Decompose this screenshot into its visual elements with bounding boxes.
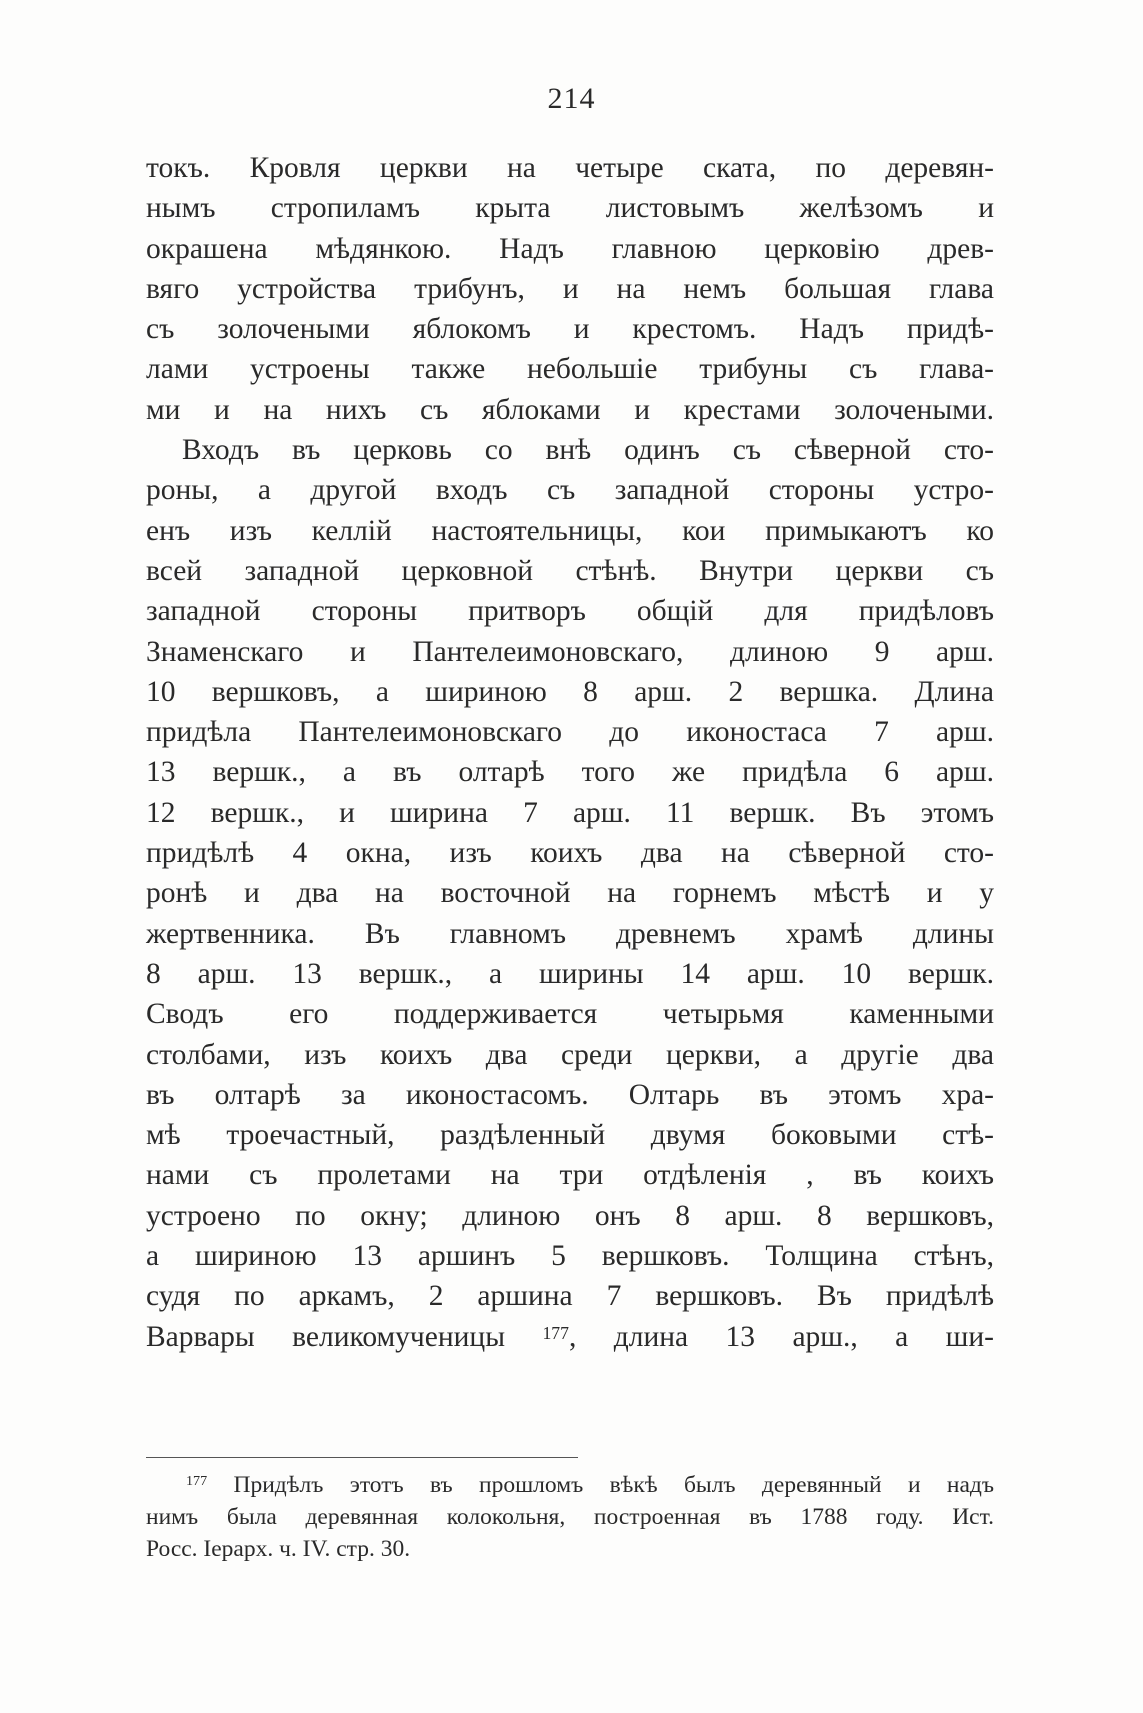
text-line: енъ изъ келлій настоятельницы, кои примыкаютъ ко bbox=[146, 514, 994, 547]
text-line: столбами, изъ коихъ два среди церкви, а другіе два bbox=[146, 1038, 994, 1071]
text-line: придѣла Пантелеимоновскаго до иконостаса 7 арш. bbox=[146, 716, 994, 749]
text-line: нами съ пролетами на три отдѣленія , въ коихъ bbox=[146, 1159, 994, 1192]
footnote-line: Росс. Іерарх. ч. IV. стр. 30. bbox=[146, 1536, 411, 1562]
text-line: лами устроены также небольшіе трибуны съ глава- bbox=[146, 353, 994, 386]
text-line: западной стороны притворъ общій для придѣловъ bbox=[146, 595, 994, 628]
text-line: Знаменскаго и Пантелеимоновскаго, длиною 9 арш. bbox=[146, 635, 994, 668]
text-line: ронѣ и два на восточной на горнемъ мѣстѣ и у bbox=[146, 877, 994, 910]
text-line: устроено по окну; длиною онъ 8 арш. 8 вершковъ, bbox=[146, 1199, 994, 1232]
text-line: придѣлѣ 4 окна, изъ коихъ два на сѣверной сто- bbox=[146, 837, 994, 870]
text-line: 12 вершк., и ширина 7 арш. 11 вершк. Въ этомъ bbox=[146, 796, 994, 829]
text-line: а шириною 13 аршинъ 5 вершковъ. Толщина стѣнъ, bbox=[146, 1240, 994, 1273]
footnote-text: Придѣлъ этотъ въ прошломъ вѣкѣ былъ деревянный и надъ bbox=[207, 1472, 994, 1498]
text-line: судя по аркамъ, 2 аршина 7 вершковъ. Въ придѣлѣ bbox=[146, 1280, 994, 1313]
footnote bbox=[146, 1469, 994, 1565]
text-line: мѣ троечастный, раздѣленный двумя боковыми стѣ- bbox=[146, 1119, 994, 1152]
text-line: нымъ стропиламъ крыта листовымъ желѣзомъ и bbox=[146, 192, 994, 225]
text-line: 8 арш. 13 вершк., а ширины 14 арш. 10 вершк. bbox=[146, 957, 994, 990]
text-line: Сводъ его поддерживается четырьмя каменными bbox=[146, 998, 994, 1031]
footnote-line bbox=[146, 1469, 994, 1501]
text-line: 13 вершк., а въ олтарѣ того же придѣла 6 арш. bbox=[146, 756, 994, 789]
text-line: вяго устройства трибунъ, и на немъ большая глава bbox=[146, 272, 994, 305]
footnote-reference: 177 bbox=[542, 1322, 569, 1343]
text-segment: Варвары великомученицы bbox=[146, 1320, 543, 1353]
text-line: съ золочеными яблокомъ и крестомъ. Надъ придѣ- bbox=[146, 313, 994, 346]
footnote-number: 177 bbox=[186, 1473, 208, 1489]
text-line: окрашена мѣдянкою. Надъ главною церковію древ- bbox=[146, 232, 994, 265]
footnote-line: нимъ была деревянная колокольня, построенная въ 1788 году. Ист. bbox=[146, 1504, 994, 1530]
text-line: Входъ въ церковь со внѣ одинъ съ сѣверной сто- bbox=[182, 434, 994, 467]
text-segment: , длина 13 арш., а ши- bbox=[568, 1320, 994, 1353]
text-line: всей западной церковной стѣнѣ. Внутри церкви съ bbox=[146, 554, 994, 587]
text-line: токъ. Кровля церкви на четыре ската, по деревян- bbox=[146, 152, 994, 184]
footnote-separator bbox=[146, 1457, 578, 1458]
text-line-with-footnote-ref bbox=[146, 1317, 994, 1357]
body-text bbox=[146, 148, 994, 1357]
text-line: 10 вершковъ, а шириною 8 арш. 2 вершка. Длина bbox=[146, 675, 994, 708]
page-number: 214 bbox=[547, 82, 596, 115]
text-line: роны, а другой входъ съ западной стороны устро- bbox=[146, 474, 994, 507]
text-line: жертвенника. Въ главномъ древнемъ храмѣ длины bbox=[146, 917, 994, 950]
text-line: ми и на нихъ съ яблоками и крестами золочеными. bbox=[146, 393, 994, 426]
text-line: въ олтарѣ за иконостасомъ. Олтарь въ этомъ хра- bbox=[146, 1078, 994, 1111]
